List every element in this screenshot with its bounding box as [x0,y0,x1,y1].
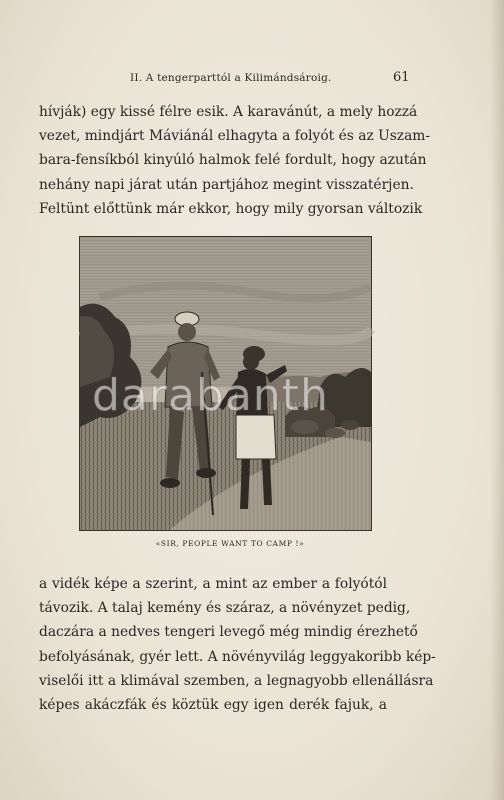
text-line: nehány napi járat után partjához megint visszatérjen. [39,176,414,193]
page-edge-shadow [490,0,504,800]
page-number: 61 [393,70,410,85]
text-line: a vidék képe a szerint, a mint az ember a folyótól [39,576,387,592]
engraving-illustration [79,236,372,531]
text-line: bara-fensíkból kinyúló halmok felé fordult, hogy azután [39,152,427,169]
text-line: képes akáczfák és köztük egy igen derék fajuk, a [39,696,387,713]
text-line: daczára a nedves tengeri levegő még mindig érezhető [39,624,418,641]
text-line: viselői itt a klimával szemben, a legnagyobb ellenállásra [39,672,434,689]
text-line: hívják) egy kissé félre esik. A karavánút, a mely hozzá [39,104,418,120]
paragraph-top [39,100,431,221]
text-line: vezet, mindjárt Máviánál elhagyta a folyót és az Uszam- [39,128,431,145]
figure-caption: «SIR, PEOPLE WANT TO CAMP !» [155,539,305,548]
watermark: darabanth [92,370,329,421]
running-head: II. A tengerparttól a Kilimándsároig. [130,72,332,84]
paragraph-bottom [39,572,436,717]
text-line: befolyásának, gyér lett. A növényvilág leggyakoribb kép- [39,648,436,665]
text-line: Feltünt előttünk már ekkor, hogy mily gyorsan változik [39,200,423,217]
text-line: távozik. A talaj kemény és száraz, a növényzet pedig, [39,600,411,617]
engraving-scene [80,237,371,530]
